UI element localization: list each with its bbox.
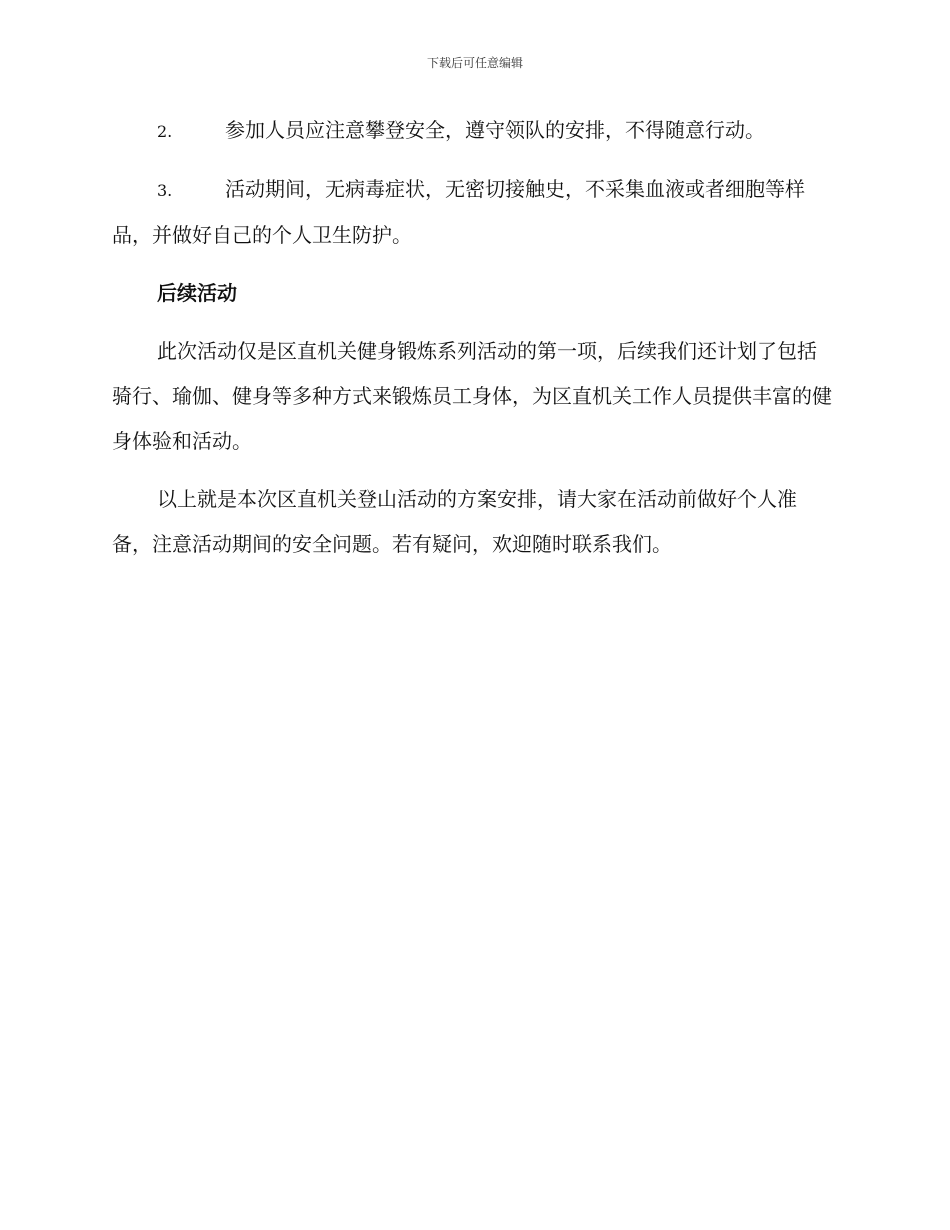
paragraph: 此次活动仅是区直机关健身锻炼系列活动的第一项，后续我们还计划了包括骑行、瑜伽、健身等多种方式来锻炼员工身体，为区直机关工作人员提供丰富的健身体验和活动。 [112, 339, 832, 453]
paragraph: 以上就是本次区直机关登山活动的方案安排，请大家在活动前做好个人准备，注意活动期间的安全问题。若有疑问，欢迎随时联系我们。 [112, 487, 797, 556]
page-header: 下载后可任意编辑 [426, 56, 523, 70]
section-heading: 后续活动 [157, 281, 237, 305]
list-item-text: 参加人员应注意攀登安全，遵守领队的安排，不得随意行动。 [225, 118, 765, 142]
list-item [112, 108, 832, 154]
list-item [112, 167, 832, 258]
list-item-text: 活动期间，无病毒症状，无密切接触史，不采集血液或者细胞等样品，并做好自己的个人卫生防护。 [112, 177, 805, 247]
document-body [112, 108, 832, 580]
list-item-number: 3. [157, 181, 173, 200]
list-item-number: 2. [157, 122, 173, 141]
